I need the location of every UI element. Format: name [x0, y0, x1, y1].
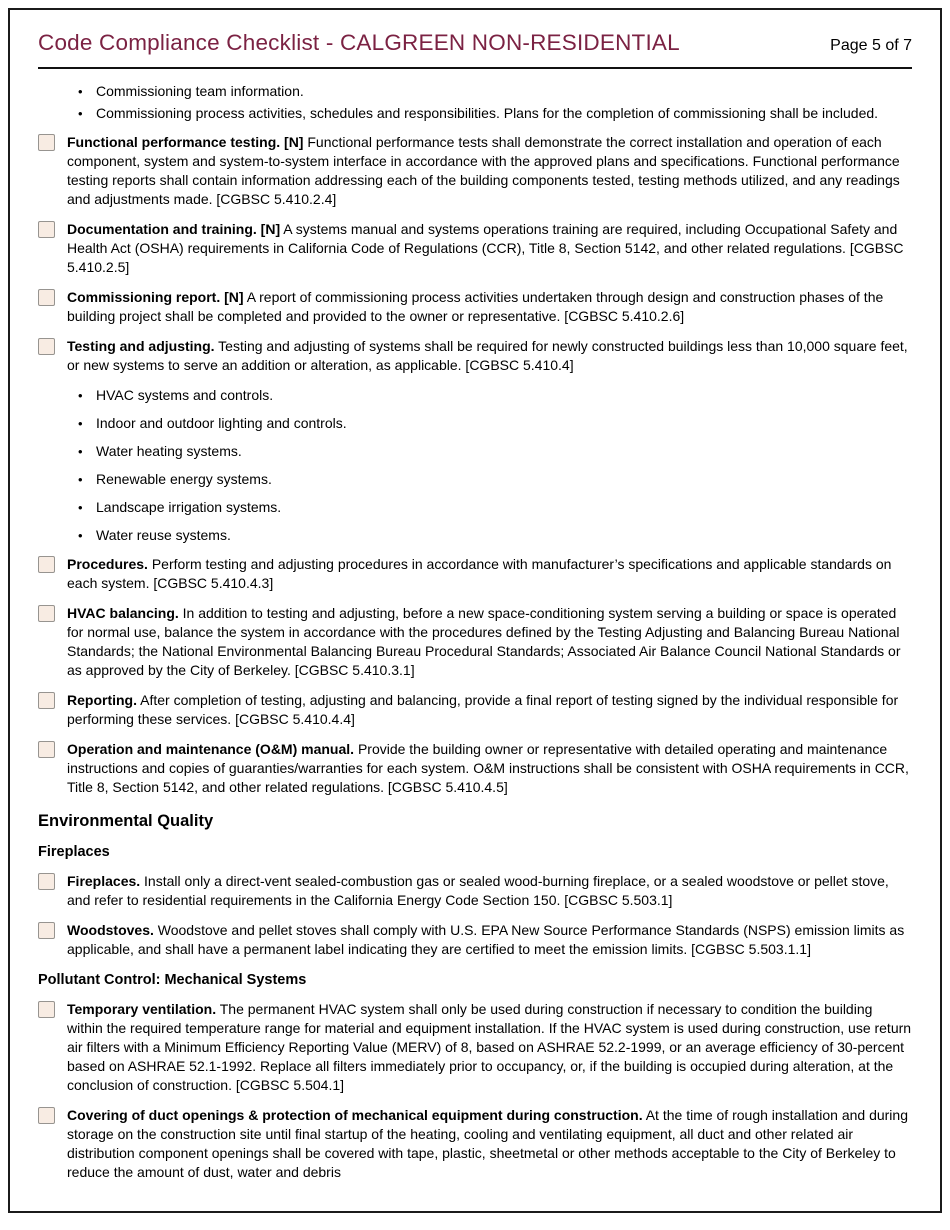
- item-heading: Testing and adjusting.: [67, 338, 215, 354]
- checklist-item-procedures: [38, 555, 912, 593]
- checklist-content: [30, 82, 920, 1182]
- item-text: [67, 740, 912, 797]
- item-heading: Commissioning report. [N]: [67, 289, 244, 305]
- page-header: [30, 24, 920, 56]
- document-page: [8, 8, 942, 1213]
- checkbox[interactable]: [38, 221, 55, 238]
- page-number: Page 5 of 7: [830, 37, 912, 54]
- checklist-item-functional-performance-testing: [38, 133, 912, 209]
- item-text: [67, 555, 912, 593]
- item-body: After completion of testing, adjusting and balancing, provide a final report of testing signed by the individual responsible for performing these services. [CGBSC 5.410.4.4]: [67, 692, 899, 727]
- item-text: [67, 1106, 912, 1182]
- checklist-item-covering-of-duct-openings: [38, 1106, 912, 1182]
- item-heading: Fireplaces.: [67, 873, 141, 889]
- item-heading: Temporary ventilation.: [67, 1001, 217, 1017]
- item-text: [67, 691, 912, 729]
- checklist-item-commissioning-report: [38, 288, 912, 326]
- checklist-item-operation-and-maintenance-manual: [38, 740, 912, 797]
- item-body: Functional performance tests shall demonstrate the correct installation and operation of each component, system and system-to-system interface in accordance with the approved plans and specifications. Functional performance testing reports shall contain information addressing each of the building components tested, testing methods utilized, and any readings and adjustments made. [CGBSC 5.410.2.4]: [67, 134, 900, 207]
- item-heading: Functional performance testing. [N]: [67, 134, 304, 150]
- list-item: • HVAC systems and controls.: [74, 386, 912, 405]
- list-item: • Water heating systems.: [74, 442, 912, 461]
- checkbox[interactable]: [38, 605, 55, 622]
- checkbox[interactable]: [38, 338, 55, 355]
- subsection-heading-pollutant-control: Pollutant Control: Mechanical Systems: [38, 972, 307, 988]
- item-text: [67, 133, 912, 209]
- item-body: The permanent HVAC system shall only be used during construction if necessary to condition the building within the required temperature range for material and equipment installation. If the HVAC system is used during construction, use return air filters with a Minimum Efficiency Reporting Value (MERV) of 8, based on ASHRAE 52.2-1999, or an average efficiency of 30-percent based on ASHRAE 52.1-1992. Replace all filters immediately prior to occupancy, or, if the building is occupied during alteration, at the conclusion of construction. [CGBSC 5.504.1]: [67, 1001, 912, 1093]
- item-heading: Operation and maintenance (O&M) manual.: [67, 741, 355, 757]
- list-item: • Commissioning team information.: [74, 82, 912, 101]
- page-title: Code Compliance Checklist - CALGREEN NON-RESIDENTIAL: [38, 30, 680, 55]
- list-item: • Water reuse systems.: [74, 526, 912, 545]
- checkbox[interactable]: [38, 741, 55, 758]
- item-text: [67, 337, 912, 375]
- item-heading: HVAC balancing.: [67, 605, 179, 621]
- systems-bullet-list: [74, 386, 912, 545]
- checkbox[interactable]: [38, 556, 55, 573]
- list-item: • Landscape irrigation systems.: [74, 498, 912, 517]
- intro-bullet-list: [74, 82, 912, 123]
- item-body: At the time of rough installation and during storage on the construction site until final startup of the heating, cooling and ventilating equipment, all duct and other related air distribution component openings shall be covered with tape, plastic, sheetmetal or other methods acceptable to the City of Berkeley to reduce the amount of dust, water and debris: [67, 1107, 908, 1180]
- checklist-item-woodstoves: [38, 921, 912, 959]
- checklist-item-fireplaces: [38, 872, 912, 910]
- list-item: • Renewable energy systems.: [74, 470, 912, 489]
- item-body: A report of commissioning process activities undertaken through design and construction phases of the building project shall be completed and provided to the owner or representative. [CGBSC 5.410.2.6]: [67, 289, 884, 324]
- item-text: [67, 604, 912, 680]
- checkbox[interactable]: [38, 289, 55, 306]
- checkbox[interactable]: [38, 1001, 55, 1018]
- checklist-item-hvac-balancing: [38, 604, 912, 680]
- item-text: [67, 288, 912, 326]
- list-item: • Indoor and outdoor lighting and controls.: [74, 414, 912, 433]
- item-text: [67, 872, 912, 910]
- item-text: [67, 921, 912, 959]
- checklist-item-temporary-ventilation: [38, 1000, 912, 1095]
- checklist-item-reporting: [38, 691, 912, 729]
- checkbox[interactable]: [38, 134, 55, 151]
- checkbox[interactable]: [38, 692, 55, 709]
- section-heading-environmental-quality: Environmental Quality: [38, 812, 214, 830]
- item-body: A systems manual and systems operations training are required, including Occupational Safety and Health Act (OSHA) requirements in California Code of Regulations (CCR), Title 8, Section 5142, and other related regulations. [CGBSC 5.410.2.5]: [67, 221, 904, 275]
- subsection-heading-fireplaces: Fireplaces: [38, 844, 110, 860]
- item-text: [67, 1000, 912, 1095]
- item-body: Woodstove and pellet stoves shall comply with U.S. EPA New Source Performance Standards (NSPS) emission limits as applicable, and shall have a permanent label indicating they are certified to meet the emission limits. [CGBSC 5.503.1.1]: [67, 922, 905, 957]
- item-body: Perform testing and adjusting procedures in accordance with manufacturer’s specifications and applicable standards on each system. [CGBSC 5.410.4.3]: [67, 556, 892, 591]
- item-heading: Reporting.: [67, 692, 137, 708]
- item-body: Provide the building owner or representative with detailed operating and maintenance instructions and copies of guaranties/warranties for each system. O&M instructions shall be consistent with OSHA requirements in CCR, Title 8, Section 5142, and other related regulations. [CGBSC 5.410.4.5]: [67, 741, 909, 795]
- item-heading: Documentation and training. [N]: [67, 221, 281, 237]
- item-heading: Woodstoves.: [67, 922, 154, 938]
- checkbox[interactable]: [38, 873, 55, 890]
- checkbox[interactable]: [38, 922, 55, 939]
- checklist-item-documentation-and-training: [38, 220, 912, 277]
- item-body: Testing and adjusting of systems shall be required for newly constructed buildings less than 10,000 square feet, or new systems to serve an addition or alteration, as applicable. [CGBSC 5.410.4]: [67, 338, 908, 373]
- item-heading: Procedures.: [67, 556, 148, 572]
- checklist-item-testing-and-adjusting: [38, 337, 912, 375]
- item-text: [67, 220, 912, 277]
- item-body: Install only a direct-vent sealed-combustion gas or sealed wood-burning fireplace, or a sealed woodstove or pellet stove, and refer to residential requirements in the California Energy Code Section 150. [CGBSC 5.503.1]: [67, 873, 889, 908]
- item-heading: Covering of duct openings & protection of mechanical equipment during construction.: [67, 1107, 643, 1123]
- checkbox[interactable]: [38, 1107, 55, 1124]
- item-body: In addition to testing and adjusting, before a new space-conditioning system serving a building or space is operated for normal use, balance the system in accordance with the procedures defined by the Testing Adjusting and Balancing Bureau National Standards; the National Environmental Balancing Bureau Procedural Standards; Associated Air Balance Council National Standards or as approved by the City of Berkeley. [CGBSC 5.410.3.1]: [67, 605, 901, 678]
- list-item: • Commissioning process activities, schedules and responsibilities. Plans for the completion of commissioning shall be included.: [74, 104, 912, 123]
- header-divider: [38, 67, 912, 69]
